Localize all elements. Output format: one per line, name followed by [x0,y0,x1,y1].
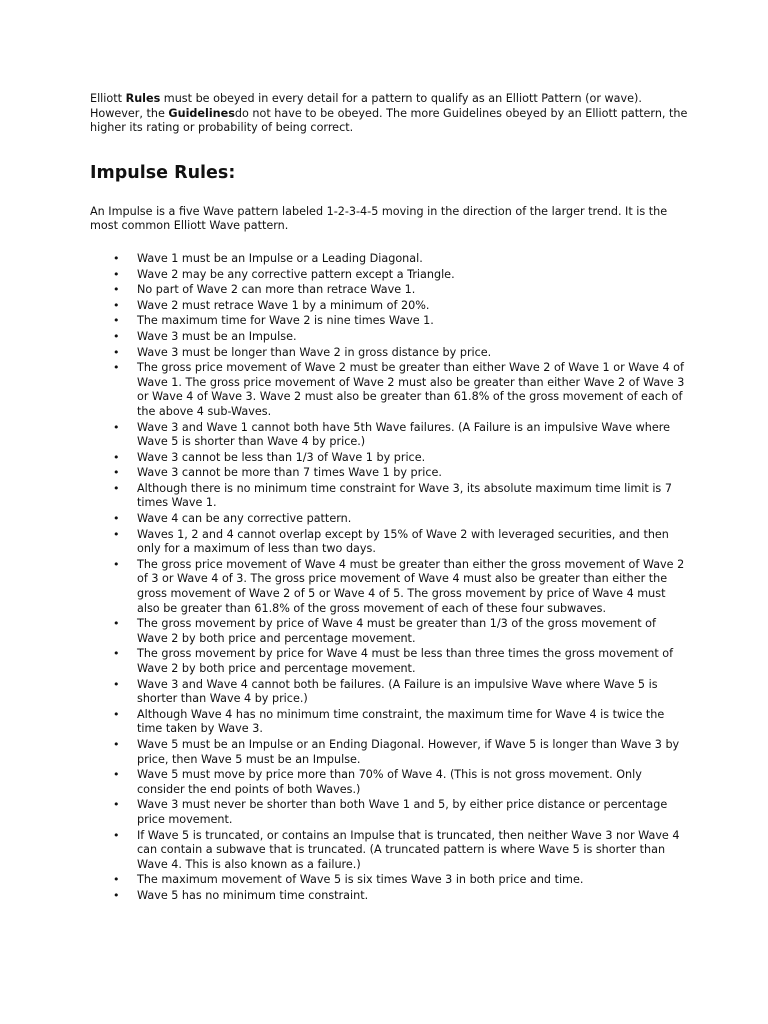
intro-rules-bold: Rules [125,92,161,105]
rule-text: If Wave 5 is truncated, or contains an Impulse that is truncated, then neither Wave 3 nor Wave 4 can contain a subwave that is truncated. (A truncated pattern is where Wave 5 is shorter than Wave 4. This is also known as a failure.) [137,828,680,871]
rule-item [90,346,690,361]
document-page [90,92,690,905]
intro-guidelines-bold: Guidelines [168,106,235,120]
bullet-icon: • [113,345,120,359]
rule-text: Wave 3 must be an Impulse. [137,329,297,343]
impulse-description: An Impulse is a five Wave pattern labeled 1-2-3-4-5 moving in the direction of the larger trend. It is the most common Elliott Wave pattern. [90,204,668,233]
rule-text: Wave 5 has no minimum time constraint. [137,888,369,902]
section-heading: Impulse Rules: [90,162,236,183]
rule-text: Wave 3 must be longer than Wave 2 in gross distance by price. [137,345,492,359]
rule-text: The gross price movement of Wave 4 must be greater than either the gross movement of Wave 2 of 3 or Wave 4 of 3. The gross price movement of Wave 4 must also be greater than either the gross movement of Wave 2 of 5 or Wave 4 of 5. The gross movement by price of Wave 4 must also be greater than 61.8% of the gross movement of each of these four subwaves. [137,557,685,615]
rule-text: Wave 3 must never be shorter than both Wave 1 and 5, by either price distance or percentage price movement. [137,798,668,826]
rule-text: Wave 1 must be an Impulse or a Leading Diagonal. [137,251,423,265]
rule-text: Wave 3 cannot be less than 1/3 of Wave 1 by price. [137,450,426,464]
rule-item [90,738,690,767]
rules-list [90,252,690,904]
bullet-icon: • [113,888,120,902]
bullet-icon: • [113,420,120,434]
bullet-icon: • [113,647,120,661]
rule-text: Although there is no minimum time constraint for Wave 3, its absolute maximum time limit is 7 times Wave 1. [137,481,672,510]
intro-suffix: do not have to be obeyed. The more Guidelines obeyed by an Elliott pattern, the higher its rating or probability of being correct. [90,106,688,135]
rule-item [90,617,690,646]
rule-item [90,647,690,676]
bullet-icon: • [113,361,120,375]
rule-text: The gross price movement of Wave 2 must be greater than either Wave 2 of Wave 1 or Wave 4 of Wave 1. The gross price movement of Wave 2 must also be greater than either Wave 2 of Wave 3 or Wave 4 of Wave 3. Wave 2 must also be greater than 61.8% of the gross movement of each of the above 4 sub-Waves. [137,361,685,418]
bullet-icon: • [113,267,120,281]
rule-text: Although Wave 4 has no minimum time constraint, the maximum time for Wave 4 is twice the time taken by Wave 3. [137,707,665,736]
rule-text: Wave 2 must retrace Wave 1 by a minimum of 20%. [137,298,430,312]
rule-item [90,421,690,450]
rule-text: Wave 3 cannot be more than 7 times Wave 1 by price. [137,466,442,480]
rule-item [90,451,690,466]
rule-item [90,873,690,888]
bullet-icon: • [113,707,120,721]
bullet-icon: • [113,798,120,812]
bullet-icon: • [113,512,120,526]
bullet-icon: • [113,450,120,464]
bullet-icon: • [113,828,120,842]
bullet-icon: • [113,466,120,480]
bullet-icon: • [113,557,120,571]
rule-item [90,512,690,527]
bullet-icon: • [113,329,120,343]
rule-item [90,252,690,267]
bullet-icon: • [113,873,120,887]
rule-text: Wave 5 must be an Impulse or an Ending Diagonal. However, if Wave 5 is longer than Wave 3 by price, then Wave 5 must be an Impulse. [137,737,680,766]
rule-item [90,558,690,616]
bullet-icon: • [113,677,120,691]
rule-item [90,466,690,481]
intro-middle: must be obeyed in every detail for a pattern to qualify as an Elliott Pattern (or wave). However, the [90,92,642,120]
bullet-icon: • [113,737,120,751]
bullet-icon: • [113,481,120,495]
rule-item [90,768,690,797]
rule-text: Wave 3 and Wave 4 cannot both be failures. (A Failure is an impulsive Wave where Wave 5 is shorter than Wave 4 by price.) [137,677,658,706]
rule-item [90,678,690,707]
bullet-icon: • [113,298,120,312]
intro-prefix: Elliott [90,92,126,105]
bullet-icon: • [113,527,120,541]
bullet-icon: • [113,768,120,782]
bullet-icon: • [113,617,120,631]
rule-text: The gross movement by price of Wave 4 must be greater than 1/3 of the gross movement of Wave 2 by both price and percentage movement. [137,617,656,645]
bullet-icon: • [113,251,120,265]
rule-item [90,482,690,511]
rule-text: Wave 3 and Wave 1 cannot both have 5th Wave failures. (A Failure is an impulsive Wave where Wave 5 is shorter than Wave 4 by price.) [137,420,670,449]
rule-text: No part of Wave 2 can more than retrace Wave 1. [137,283,416,297]
rule-item [90,528,690,557]
rule-item [90,361,690,419]
rule-text: The maximum movement of Wave 5 is six times Wave 3 in both price and time. [137,873,584,887]
rule-item [90,314,690,329]
rule-item [90,299,690,314]
rule-item [90,798,690,827]
rule-text: The gross movement by price for Wave 4 must be less than three times the gross movement of Wave 2 by both price and percentage movement. [137,647,674,675]
rule-text: Wave 2 may be any corrective pattern except a Triangle. [137,267,455,281]
rule-item [90,708,690,737]
rule-item [90,268,690,283]
bullet-icon: • [113,283,120,297]
rule-item [90,283,690,298]
rule-item [90,889,690,904]
rule-item [90,330,690,345]
rule-text: The maximum time for Wave 2 is nine times Wave 1. [137,314,434,328]
rule-text: Waves 1, 2 and 4 cannot overlap except by 15% of Wave 2 with leveraged securities, and then only for a maximum of less than two days. [137,527,669,556]
rule-item [90,829,690,873]
rule-text: Wave 4 can be any corrective pattern. [137,512,352,526]
bullet-icon: • [113,314,120,328]
intro-paragraph [90,92,690,136]
rule-text: Wave 5 must move by price more than 70% of Wave 4. (This is not gross movement. Only consider the end points of both Waves.) [137,768,642,796]
